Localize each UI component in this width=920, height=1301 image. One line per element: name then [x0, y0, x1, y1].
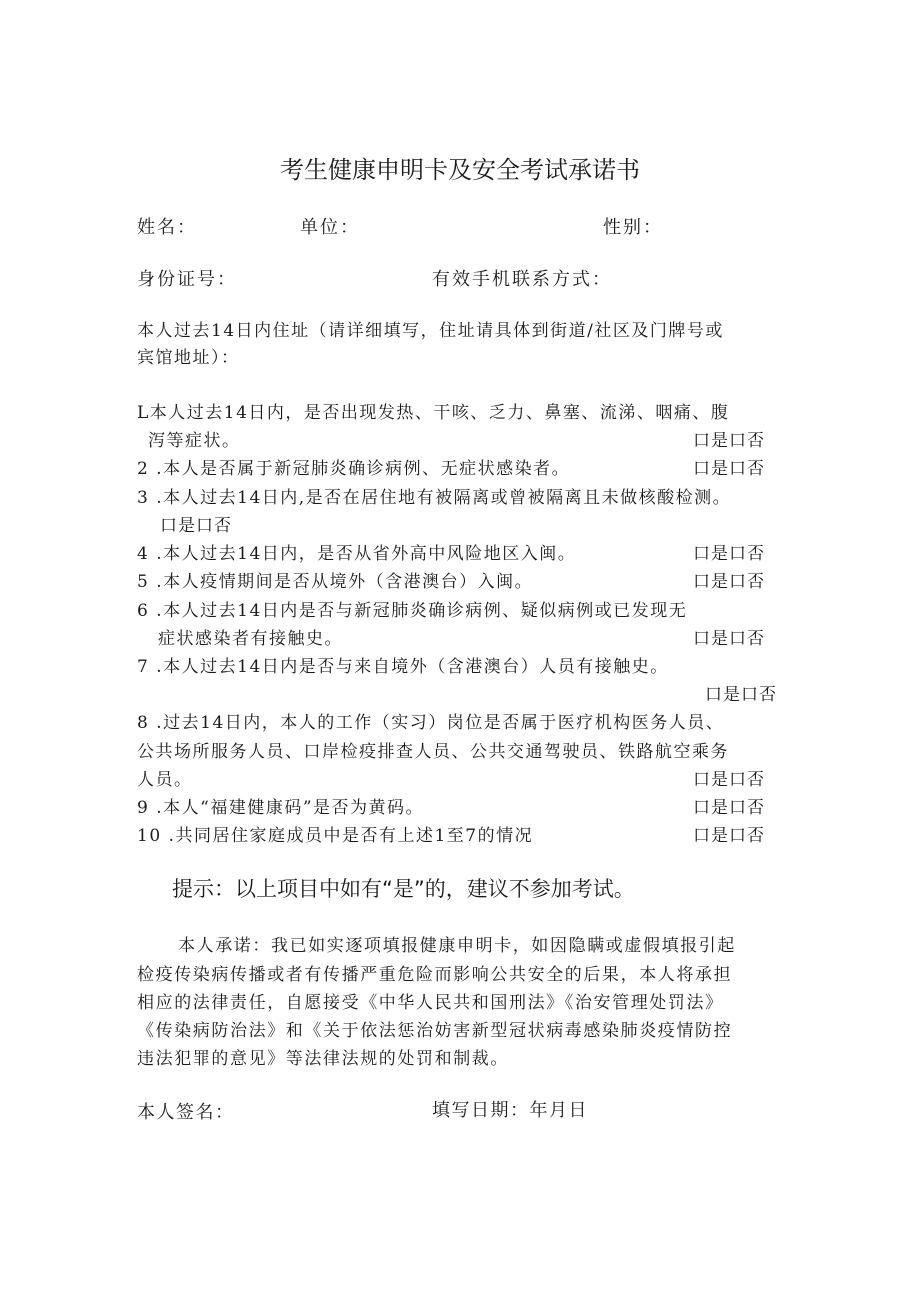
question-8-line-3: 人员。 — [137, 770, 193, 790]
unit-label: 单位： — [300, 217, 360, 238]
question-10-options[interactable]: 口是口否 — [693, 826, 765, 846]
hint-text: 提示：以上项目中如有“是”的，建议不参加考试。 — [172, 877, 635, 901]
question-5-options[interactable]: 口是口否 — [693, 572, 765, 592]
question-9-options[interactable]: 口是口否 — [693, 798, 765, 818]
question-8-line-2: 公共场所服务人员、口岸检疫排查人员、公共交通驾驶员、铁路航空乘务 — [137, 742, 729, 762]
question-3-options[interactable]: 口是口否 — [160, 516, 232, 536]
question-4-options[interactable]: 口是口否 — [693, 544, 765, 564]
pledge-line-4: 《传染病防治法》和《关于依法惩治妨害新型冠状病毒感染肺炎疫情防控 — [137, 1021, 733, 1041]
question-2-options[interactable]: 口是口否 — [693, 459, 765, 479]
question-1-line-1: L本人过去14日内，是否出现发热、干咳、乏力、鼻塞、流涕、咽痛、腹 — [137, 403, 730, 423]
id-number-label: 身份证号： — [137, 269, 237, 290]
question-1-options[interactable]: 口是口否 — [693, 431, 765, 451]
pledge-line-1: 本人承诺：我已如实逐项填报健康申明卡，如因隐瞒或虚假填报引起 — [178, 936, 736, 956]
pledge-line-3: 相应的法律责任，自愿接受《中华人民共和国刑法》《治安管理处罚法》 — [137, 993, 724, 1013]
page-title: 考生健康申明卡及安全考试承诺书 — [280, 156, 640, 184]
question-6-line-1: 6 .本人过去14日内是否与新冠肺炎确诊病例、疑似病例或已发现无 — [137, 601, 688, 621]
question-8-options[interactable]: 口是口否 — [693, 770, 765, 790]
pledge-line-2: 检疫传染病传播或者有传播严重危险而影响公共安全的后果，本人将承担 — [137, 965, 733, 985]
gender-label: 性别： — [603, 217, 663, 238]
question-6-line-2: 症状感染者有接触史。 — [158, 629, 343, 649]
question-3-line-1: 3 .本人过去14日内,是否在居住地有被隔离或曾被隔离且未做核酸检测。 — [137, 488, 732, 508]
signature-label: 本人签名： — [137, 1102, 235, 1123]
name-label: 姓名： — [137, 217, 197, 238]
question-4-line-1: 4 .本人过去14日内，是否从省外高中风险地区入闽。 — [137, 544, 577, 564]
phone-label: 有效手机联系方式： — [432, 269, 612, 290]
date-label: 填写日期：年月日 — [432, 1100, 588, 1121]
question-1-line-2: 泻等症状。 — [148, 431, 241, 451]
question-7-options[interactable]: 口是口否 — [705, 685, 777, 705]
address-line-1: 本人过去14日内住址（请详细填写，住址请具体到街道/社区及门牌号或 — [137, 321, 724, 341]
question-8-line-1: 8 .过去14日内，本人的工作（实习）岗位是否属于医疗机构医务人员、 — [137, 713, 725, 733]
question-2-line-1: 2 .本人是否属于新冠肺炎确诊病例、无症状感染者。 — [137, 459, 571, 479]
question-10-line-1: 10 .共同居住家庭成员中是否有上述1至7的情况 — [137, 826, 534, 846]
question-9-line-1: 9 .本人“福建健康码”是否为黄码。 — [137, 798, 425, 818]
question-6-options[interactable]: 口是口否 — [693, 629, 765, 649]
pledge-line-5: 违法犯罪的意见》等法律法规的处罚和制裁。 — [137, 1049, 509, 1069]
address-line-2: 宾馆地址）： — [137, 348, 240, 368]
question-7-line-1: 7 .本人过去14日内是否与来自境外（含港澳台）人员有接触史。 — [137, 657, 669, 677]
question-5-line-1: 5 .本人疫情期间是否从境外（含港澳台）入闽。 — [137, 572, 534, 592]
